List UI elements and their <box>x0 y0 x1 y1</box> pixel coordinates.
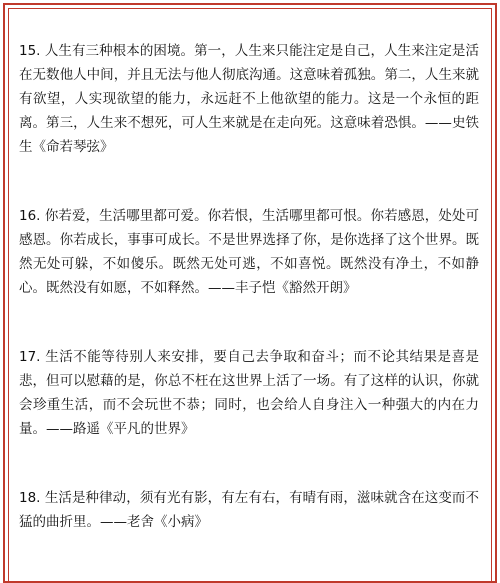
quote-paragraph-15: 15. 人生有三种根本的困境。第一，人生来只能注定是自己，人生来注定是活在无数他人中间，并且无法与他人彻底沟通。这意味着孤独。第二，人生来就有欲望，人实现欲望的能力，永远赶不上他欲望的能力。这是一个永恒的距离。第三，人生来不想死，可人生来就是在走向死。这意味着恐惧。——史铁生《命若琴弦》 <box>19 43 479 155</box>
quote-paragraph-16: 16. 你若爱，生活哪里都可爱。你若恨，生活哪里都可恨。你若感恩，处处可感恩。你若成长，事事可成长。不是世界选择了你，是你选择了这个世界。既然无处可躲，不如傻乐。既然无处可逃，不如喜悦。既然没有净土，不如静心。既然没有如愿，不如释然。——丰子恺《豁然开朗》 <box>19 208 479 296</box>
quote-paragraph-17: 17. 生活不能等待别人来安排，要自己去争取和奋斗；而不论其结果是喜是悲，但可以慰藉的是，你总不枉在这世界上活了一场。有了这样的认识，你就会珍重生活，而不会玩世不恭；同时，也会给人自身注入一种强大的内在力量。——路遥《平凡的世界》 <box>19 349 479 437</box>
document-body <box>19 39 479 534</box>
quote-paragraph-18: 18. 生活是种律动，须有光有影，有左有右，有晴有雨，滋味就含在这变而不猛的曲折里。——老舍《小病》 <box>19 490 479 530</box>
